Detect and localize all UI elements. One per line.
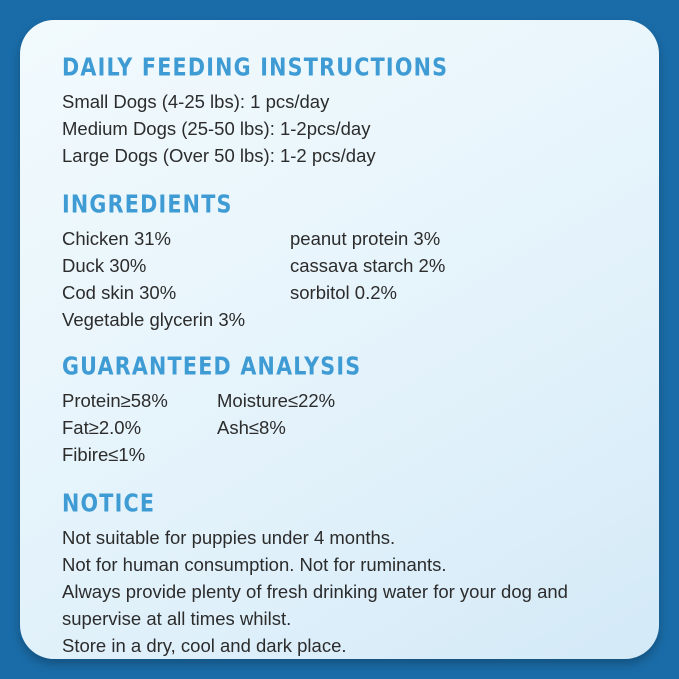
section-ingredients [62, 191, 619, 333]
ingredient-item-empty [290, 306, 619, 333]
notice-line: Store in a dry, cool and dark place. [62, 635, 347, 656]
heading-notice: NOTICE [62, 490, 156, 519]
feeding-line: Large Dogs (Over 50 lbs): 1-2 pcs/day [62, 145, 376, 166]
analysis-item: Moisture≤22% [217, 390, 336, 411]
ingredients-grid [62, 225, 619, 333]
section-daily-feeding-instructions [62, 54, 619, 169]
analysis-item: Fibire≤1% [62, 444, 146, 465]
analysis-grid [62, 387, 619, 468]
label-card-shadow [14, 14, 665, 665]
notice-line: Not for human consumption. Not for ruminants. [62, 554, 447, 575]
ingredient-item: sorbitol 0.2% [290, 282, 397, 303]
feeding-line: Medium Dogs (25-50 lbs): 1-2pcs/day [62, 118, 371, 139]
analysis-item: Fat≥2.0% [62, 417, 142, 438]
notice-lines [62, 524, 619, 659]
section-guaranteed-analysis [62, 353, 619, 468]
feeding-lines [62, 88, 619, 169]
analysis-item-empty [217, 441, 619, 468]
notice-line: supervise at all times whilst. [62, 608, 292, 629]
heading-daily-feeding-instructions: DAILY FEEDING INSTRUCTIONS [62, 54, 449, 83]
ingredient-item: Chicken 31% [62, 228, 172, 249]
ingredient-item: Vegetable glycerin 3% [62, 309, 246, 330]
notice-line: Always provide plenty of fresh drinking water for your dog and [62, 581, 568, 602]
ingredient-item: peanut protein 3% [290, 228, 441, 249]
heading-ingredients: INGREDIENTS [62, 191, 233, 220]
section-notice [62, 490, 619, 659]
analysis-item: Protein≥58% [62, 390, 168, 411]
label-card [20, 20, 659, 659]
ingredient-item: Cod skin 30% [62, 282, 177, 303]
analysis-item: Ash≤8% [217, 417, 286, 438]
heading-guaranteed-analysis: GUARANTEED ANALYSIS [62, 353, 362, 382]
ingredient-item: Duck 30% [62, 255, 147, 276]
feeding-line: Small Dogs (4-25 lbs): 1 pcs/day [62, 91, 330, 112]
notice-line: Not suitable for puppies under 4 months. [62, 527, 396, 548]
ingredient-item: cassava starch 2% [290, 255, 446, 276]
